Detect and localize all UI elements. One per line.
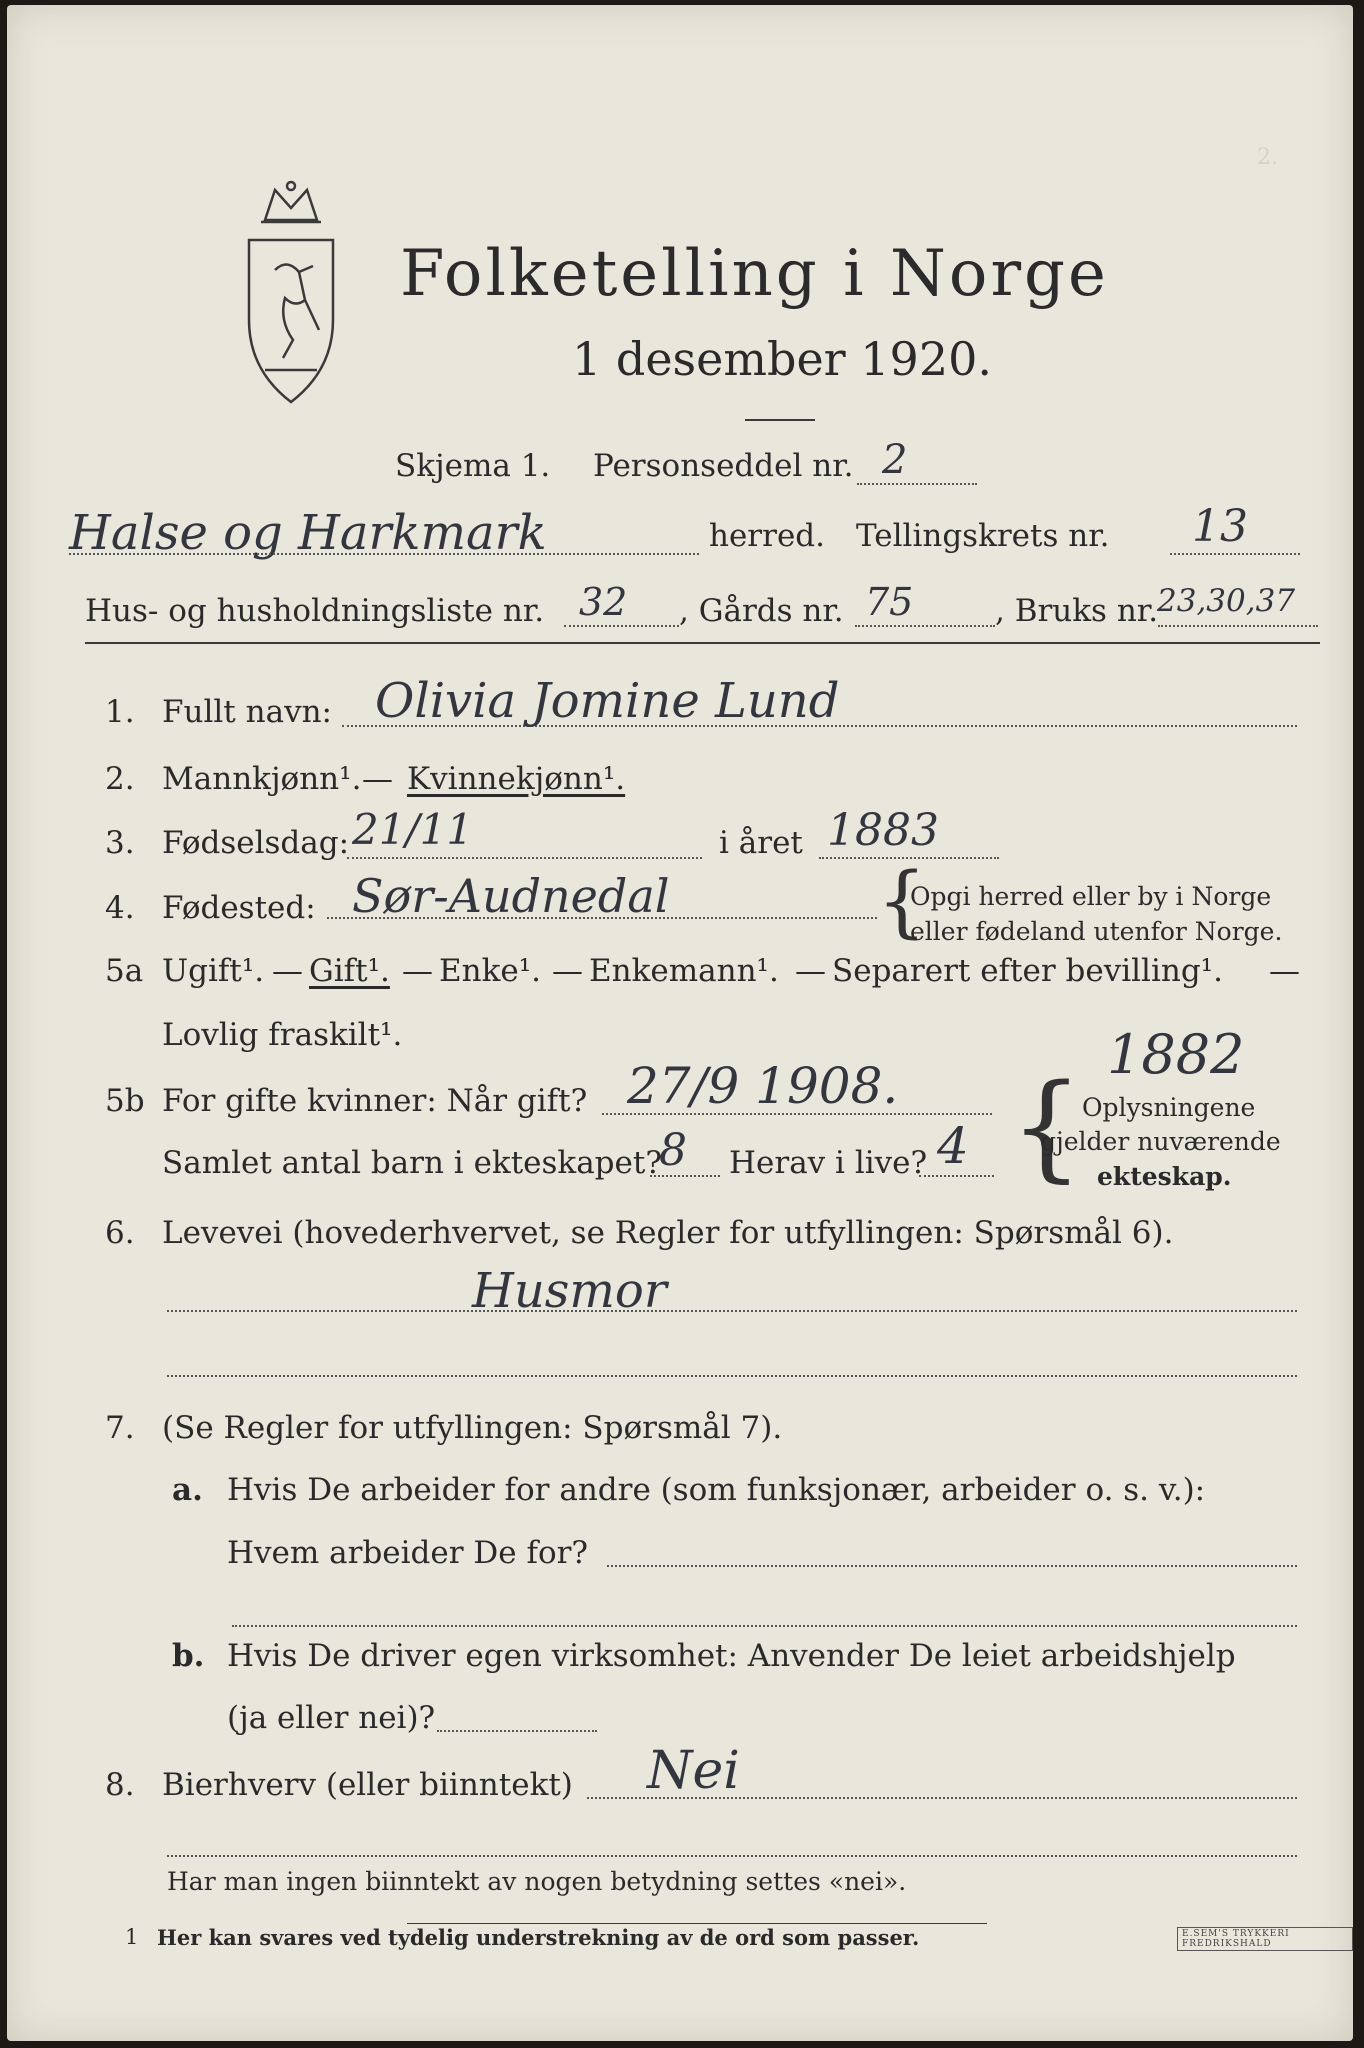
herred-label: herred. — [709, 518, 825, 554]
side-income-value: Nei — [647, 1741, 740, 1801]
side-income-label: Bierhverv (eller biinntekt) — [162, 1767, 573, 1803]
children-total-label: Samlet antal barn i ekteskapet? — [162, 1145, 662, 1181]
gender-separator: — — [362, 761, 393, 797]
birthplace-note-line1: Opgi herred eller by i Norge — [910, 882, 1272, 911]
birthplace-note-line2: eller fødeland utenfor Norge. — [910, 917, 1283, 946]
q7-label: (Se Regler for utfyllingen: Spørsmål 7). — [162, 1410, 783, 1446]
status-sep-2: — — [402, 953, 433, 989]
marriage-note-line2: gjelder nuværende — [1040, 1127, 1281, 1156]
status-sep-3: — — [552, 953, 583, 989]
occupation-line-1 — [167, 1310, 1297, 1312]
employer-label: Hvem arbeider De for? — [227, 1535, 589, 1571]
bleed-through-text: 2. — [1257, 145, 1278, 170]
q8-number: 8. — [105, 1767, 135, 1803]
q5a-number: 5a — [105, 953, 144, 989]
annotation-year: 1882 — [1107, 1023, 1245, 1086]
person-number-label: Personseddel nr. — [593, 448, 854, 484]
status-separated: Separert efter bevilling¹. — [832, 953, 1223, 989]
female-option-underlined: Kvinnekjønn¹. — [407, 761, 626, 797]
q7a-letter: a. — [172, 1472, 203, 1508]
title-divider — [745, 419, 815, 421]
occupation-value: Husmor — [472, 1263, 667, 1319]
side-income-line-2 — [167, 1855, 1297, 1857]
herred-line — [69, 553, 699, 555]
occupation-line-2 — [167, 1375, 1297, 1377]
census-date: 1 desember 1920. — [572, 332, 992, 386]
side-income-note: Har man ingen biinntekt av nogen betydning settes «nei». — [167, 1867, 907, 1896]
birth-year-value: 1883 — [827, 805, 939, 856]
birthplace-note-brace: { — [877, 857, 927, 947]
status-sep-1: — — [272, 953, 303, 989]
printer-imprint: E.SEM'S TRYKKERI FREDRIKSHALD — [1177, 1927, 1353, 1951]
q7-number: 7. — [105, 1410, 135, 1446]
status-divorced: Lovlig fraskilt¹. — [162, 1017, 403, 1053]
male-option: Mannkjønn¹. — [162, 761, 362, 797]
birth-year-label: i året — [719, 825, 803, 861]
birthday-label: Fødselsdag: — [162, 825, 350, 861]
marriage-note-line1: Oplysningene — [1082, 1093, 1256, 1122]
children-total-value: 8 — [659, 1125, 687, 1176]
household-list-label: Hus- og husholdningsliste nr. — [85, 593, 545, 629]
hired-help-label: (ja eller nei)? — [227, 1700, 436, 1736]
occupation-label: Levevei (hovederhvervet, se Regler for utfyllingen: Spørsmål 6). — [162, 1215, 1174, 1251]
household-list-value: 32 — [579, 580, 628, 624]
herred-value: Halse og Harkmark — [69, 505, 547, 561]
children-alive-label: Herav i live? — [729, 1145, 928, 1181]
household-list-line — [564, 625, 679, 627]
marriage-note-brace: { — [1010, 1060, 1084, 1194]
married-date-label: For gifte kvinner: Når gift? — [162, 1083, 588, 1119]
status-widower: Enkemann¹. — [589, 953, 779, 989]
footnote-divider — [407, 1923, 987, 1924]
birthday-line — [347, 857, 702, 859]
person-number-value: 2 — [882, 437, 908, 483]
tellingskrets-value: 13 — [1192, 501, 1248, 552]
birthplace-value: Sør-Audnedal — [352, 869, 670, 923]
q7b-text: Hvis De driver egen virksomhet: Anvender De leiet arbeidshjelp — [227, 1638, 1236, 1674]
footnote-mark: 1 — [125, 1925, 139, 1949]
gards-label: , Gårds nr. — [679, 593, 844, 629]
full-name-label: Fullt navn: — [162, 694, 332, 730]
status-married-underlined: Gift¹. — [309, 953, 390, 989]
header-separator-rule — [85, 642, 1320, 644]
birthplace-label: Fødested: — [162, 890, 316, 926]
bruks-line — [1158, 625, 1318, 627]
q6-number: 6. — [105, 1215, 135, 1251]
hired-help-line — [437, 1730, 597, 1732]
children-alive-value: 4 — [937, 1117, 969, 1175]
tellingskrets-line — [1170, 553, 1300, 555]
footnote-text: Her kan svares ved tydelig understrekning av de ord som passer. — [157, 1925, 920, 1950]
children-alive-line — [919, 1175, 994, 1177]
gards-line — [855, 625, 995, 627]
form-title: Folketelling i Norge — [400, 237, 1109, 311]
q5b-number: 5b — [105, 1083, 145, 1119]
q1-number: 1. — [105, 694, 135, 730]
birthday-value: 21/11 — [352, 805, 474, 854]
status-unmarried: Ugift¹. — [162, 953, 265, 989]
bruks-label: , Bruks nr. — [995, 593, 1159, 629]
full-name-value: Olivia Jomine Lund — [375, 673, 840, 729]
schema-label: Skjema 1. — [395, 448, 551, 484]
q4-number: 4. — [105, 890, 135, 926]
census-form-page — [7, 5, 1353, 2041]
status-widow: Enke¹. — [439, 953, 542, 989]
q7a-text: Hvis De arbeider for andre (som funksjonær, arbeider o. s. v.): — [227, 1472, 1206, 1508]
person-number-line — [857, 483, 977, 485]
bruks-value: 23,30,37 — [1157, 583, 1296, 619]
status-sep-5: — — [1269, 953, 1300, 989]
q2-number: 2. — [105, 761, 135, 797]
employer-line-2 — [232, 1625, 1297, 1627]
marriage-note-line3: ekteskap. — [1097, 1162, 1232, 1191]
employer-line-1 — [607, 1565, 1297, 1567]
norwegian-coat-of-arms-icon — [235, 180, 347, 410]
status-sep-4: — — [795, 953, 826, 989]
tellingskrets-label: Tellingskrets nr. — [856, 518, 1110, 554]
married-date-value: 27/9 1908. — [627, 1057, 899, 1115]
q7b-letter: b. — [172, 1638, 205, 1674]
q3-number: 3. — [105, 825, 135, 861]
gards-value: 75 — [865, 580, 914, 624]
